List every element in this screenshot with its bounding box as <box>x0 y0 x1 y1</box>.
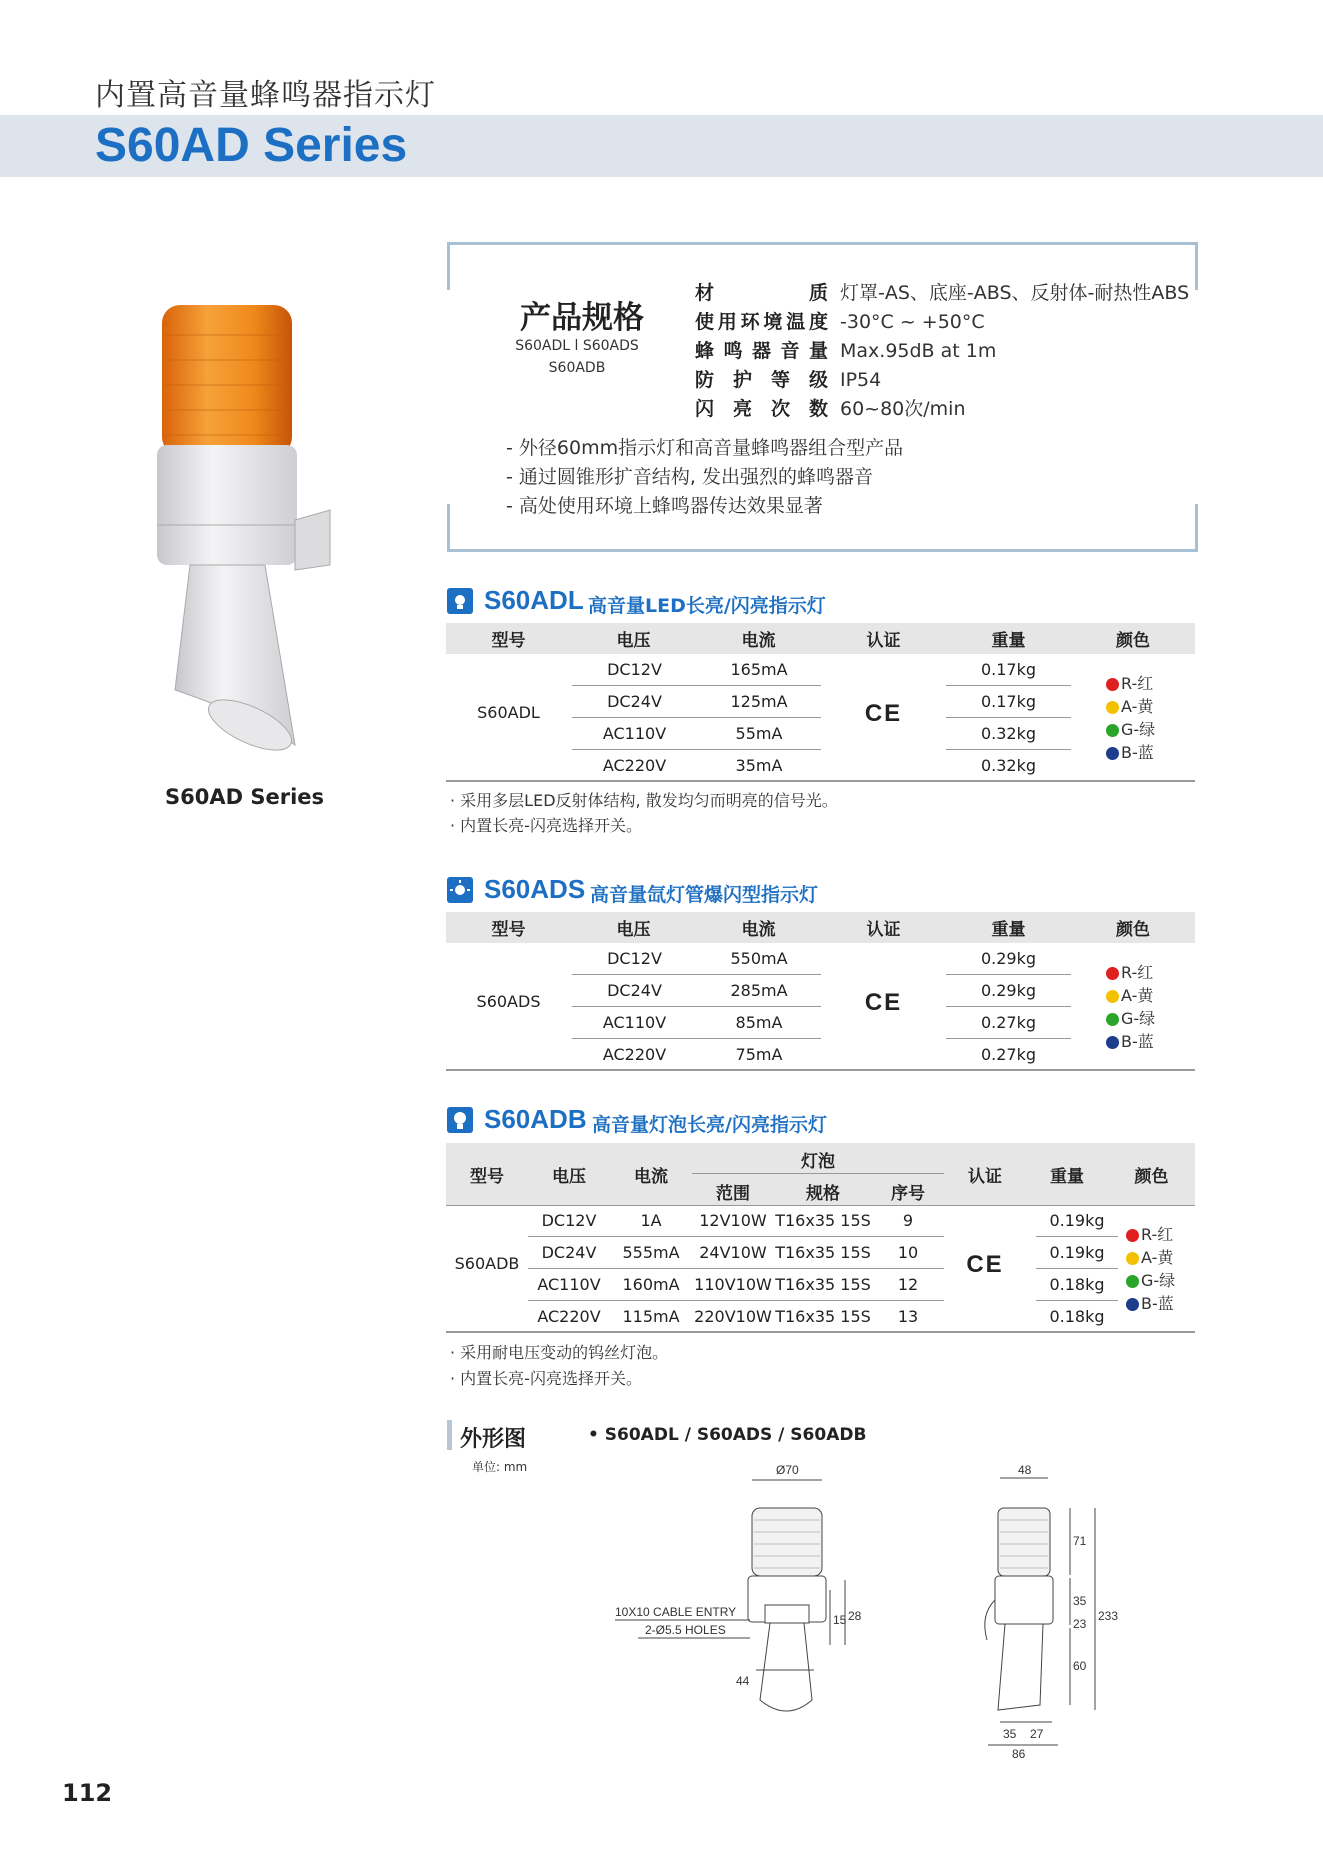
drawing-title: 外形图 <box>460 1427 527 1452</box>
color-item: G-绿 <box>1106 1007 1155 1030</box>
table-row: DC24V 285mA <box>572 975 821 1007</box>
green-dot-icon <box>1106 1013 1119 1026</box>
th-weight: 重量 <box>946 912 1071 943</box>
th-voltage: 电压 <box>571 623 696 654</box>
note: · 内置长亮-闪亮选择开关。 <box>450 1369 642 1388</box>
table-row: AC110V 85mA <box>572 1007 821 1039</box>
weight-cell: 0.32kg <box>946 718 1071 750</box>
weight-cell: 0.32kg <box>980 756 1037 775</box>
th-cert: 认证 <box>821 912 946 943</box>
th-seq: 序号 <box>891 1184 925 1204</box>
feature-item: - 通过圆锥形扩音结构, 发出强烈的蜂鸣器音 <box>506 466 873 488</box>
green-dot-icon <box>1106 724 1119 737</box>
spec-row: 材质 灯罩-AS、底座-ABS、反射体-耐热性ABS <box>695 282 1190 304</box>
blue-dot-icon <box>1126 1298 1139 1311</box>
yellow-dot-icon <box>1106 990 1119 1003</box>
dimension-drawing <box>600 1460 1160 1760</box>
section-title-s60adl: S60ADL <box>484 585 584 615</box>
table-cell-model: S60ADS <box>476 992 541 1011</box>
section-title-s60ads: S60ADS <box>484 874 586 904</box>
section-subtitle-s60adb: 高音量灯泡长亮/闪亮指示灯 <box>592 1114 827 1136</box>
series-title: S60AD Series <box>95 119 408 172</box>
dim-label: Ø70 <box>776 1463 799 1477</box>
th-cert: 认证 <box>968 1167 1002 1187</box>
table-cell-model: S60ADB <box>454 1254 520 1273</box>
weight-cell: 0.19kg <box>1036 1237 1118 1269</box>
color-item: G-绿 <box>1126 1269 1175 1292</box>
dim-label: 233 <box>1098 1609 1119 1623</box>
th-weight: 重量 <box>1050 1167 1084 1187</box>
table-row: AC110V 160mA 110V10W T16x35 15S 12 <box>528 1269 944 1301</box>
dim-label: 35 <box>1073 1594 1087 1608</box>
weight-cell: 0.18kg <box>1049 1307 1105 1326</box>
th-current: 电流 <box>634 1167 668 1187</box>
product-caption: S60AD Series <box>165 785 325 809</box>
page-subtitle: 内置高音量蜂鸣器指示灯 <box>95 78 436 113</box>
note: · 内置长亮-闪亮选择开关。 <box>450 816 642 835</box>
color-item: G-绿 <box>1106 718 1155 741</box>
lamp-icon <box>447 588 473 614</box>
th-color: 颜色 <box>1071 623 1195 654</box>
feature-item: - 外径60mm指示灯和高音量蜂鸣器组合型产品 <box>506 437 904 459</box>
section-title-s60adb: S60ADB <box>484 1104 587 1134</box>
th-weight: 重量 <box>946 623 1071 654</box>
th-color: 颜色 <box>1134 1167 1169 1187</box>
dim-label: 10X10 CABLE ENTRY <box>615 1605 737 1619</box>
bulb-icon <box>447 1107 473 1133</box>
dim-label: 71 <box>1073 1534 1087 1548</box>
red-dot-icon <box>1126 1229 1139 1242</box>
color-list <box>1106 961 1155 1053</box>
ce-mark: CE <box>864 989 903 1016</box>
th-spec: 规格 <box>806 1184 840 1204</box>
s60ads-body <box>446 943 1195 1071</box>
table-cell-model: S60ADL <box>477 703 540 722</box>
spec-models-line1: S60ADL l S60ADS <box>515 338 639 354</box>
color-item: A-黄 <box>1126 1246 1175 1269</box>
flash-lamp-icon <box>447 877 473 903</box>
dim-label: 60 <box>1073 1659 1087 1673</box>
weight-column <box>946 943 1071 1070</box>
table-row: AC220V 35mA <box>602 756 783 775</box>
dim-label: 44 <box>736 1674 750 1688</box>
th-range: 范围 <box>716 1184 750 1204</box>
table-row: DC12V 550mA <box>572 943 821 975</box>
weight-cell: 0.27kg <box>946 1007 1071 1039</box>
table-row: DC24V 125mA <box>572 686 821 718</box>
table-rows <box>572 654 821 781</box>
spec-title: 产品规格 <box>520 300 644 336</box>
dim-label: 15 <box>833 1613 847 1627</box>
dim-label: 2-Ø5.5 HOLES <box>645 1623 726 1637</box>
table-row: AC220V 115mA 220V10W T16x35 15S 13 <box>537 1307 919 1326</box>
weight-cell: 0.17kg <box>946 654 1071 686</box>
section-marker <box>447 1420 452 1450</box>
table-row: AC220V 75mA <box>602 1045 783 1064</box>
weight-cell: 0.18kg <box>1036 1269 1118 1301</box>
dim-label: 28 <box>848 1609 862 1623</box>
red-dot-icon <box>1106 678 1119 691</box>
th-model: 型号 <box>446 623 571 654</box>
feature-item: - 高处使用环境上蜂鸣器传达效果显著 <box>506 495 823 517</box>
color-list <box>1126 1223 1175 1315</box>
color-item: B-蓝 <box>1106 741 1155 764</box>
table-row: AC110V 55mA <box>572 718 821 750</box>
note: · 采用耐电压变动的钨丝灯泡。 <box>450 1343 669 1362</box>
color-item: B-蓝 <box>1106 1030 1155 1053</box>
dim-label: 86 <box>1012 1747 1026 1760</box>
s60adl-body <box>446 654 1195 782</box>
weight-cell: 0.27kg <box>980 1045 1037 1064</box>
table-row: DC24V 555mA 24V10W T16x35 15S 10 <box>528 1237 944 1269</box>
table-row: DC12V 1A 12V10W T16x35 15S 9 <box>528 1205 944 1237</box>
section-subtitle-s60ads: 高音量氙灯管爆闪型指示灯 <box>590 884 819 906</box>
note: · 采用多层LED反射体结构, 散发均匀而明亮的信号光。 <box>450 791 838 810</box>
table-row: DC12V 165mA <box>572 654 821 686</box>
th-voltage: 电压 <box>571 912 696 943</box>
green-dot-icon <box>1126 1275 1139 1288</box>
weight-cell: 0.29kg <box>946 943 1071 975</box>
drawing-unit: 单位: mm <box>472 1460 528 1474</box>
s60adb-header <box>446 1143 1195 1206</box>
dim-label: 27 <box>1030 1727 1044 1741</box>
weight-column <box>946 654 1071 781</box>
th-current: 电流 <box>696 623 821 654</box>
page-number: 112 <box>62 1779 113 1807</box>
dim-label: 35 <box>1003 1727 1017 1741</box>
th-model: 型号 <box>446 912 571 943</box>
th-bulb: 灯泡 <box>801 1152 835 1172</box>
dim-label: 23 <box>1073 1617 1087 1631</box>
ce-mark: CE <box>966 1251 1004 1278</box>
th-current: 电流 <box>696 912 821 943</box>
drawing-models: • S60ADL / S60ADS / S60ADB <box>588 1425 867 1445</box>
th-voltage: 电压 <box>552 1167 586 1187</box>
weight-cell: 0.29kg <box>946 975 1071 1007</box>
s60adb-body <box>446 1205 1195 1333</box>
th-cert: 认证 <box>821 623 946 654</box>
color-item: A-黄 <box>1106 695 1155 718</box>
table-rows <box>572 943 821 1070</box>
blue-dot-icon <box>1106 1036 1119 1049</box>
ce-mark: CE <box>864 700 903 727</box>
weight-cell: 0.19kg <box>1036 1205 1118 1237</box>
color-item: R-红 <box>1126 1223 1175 1246</box>
th-color: 颜色 <box>1071 912 1195 943</box>
color-item: R-红 <box>1106 672 1155 695</box>
color-item: B-蓝 <box>1126 1292 1175 1315</box>
yellow-dot-icon <box>1106 701 1119 714</box>
yellow-dot-icon <box>1126 1252 1139 1265</box>
red-dot-icon <box>1106 967 1119 980</box>
table-rows <box>528 1205 944 1332</box>
section-subtitle-s60adl: 高音量LED长亮/闪亮指示灯 <box>588 595 826 617</box>
blue-dot-icon <box>1106 747 1119 760</box>
spec-row: 使用环境温度 -30°C ~ +50°C <box>695 311 985 333</box>
spec-row: 闪亮次数 60~80次/min <box>695 398 966 420</box>
spec-models-line2: S60ADB <box>548 360 606 376</box>
color-item: R-红 <box>1106 961 1155 984</box>
product-image <box>150 295 350 755</box>
color-list <box>1106 672 1155 764</box>
spec-row: 蜂鸣器音量 Max.95dB at 1m <box>695 340 997 362</box>
weight-column <box>1036 1205 1118 1332</box>
spec-row: 防护等级 IP54 <box>695 369 882 391</box>
s60adl-table <box>446 623 1195 654</box>
color-item: A-黄 <box>1106 984 1155 1007</box>
dim-label: 48 <box>1018 1463 1032 1477</box>
s60ads-table <box>446 912 1195 943</box>
th-model: 型号 <box>470 1167 504 1187</box>
weight-cell: 0.17kg <box>946 686 1071 718</box>
